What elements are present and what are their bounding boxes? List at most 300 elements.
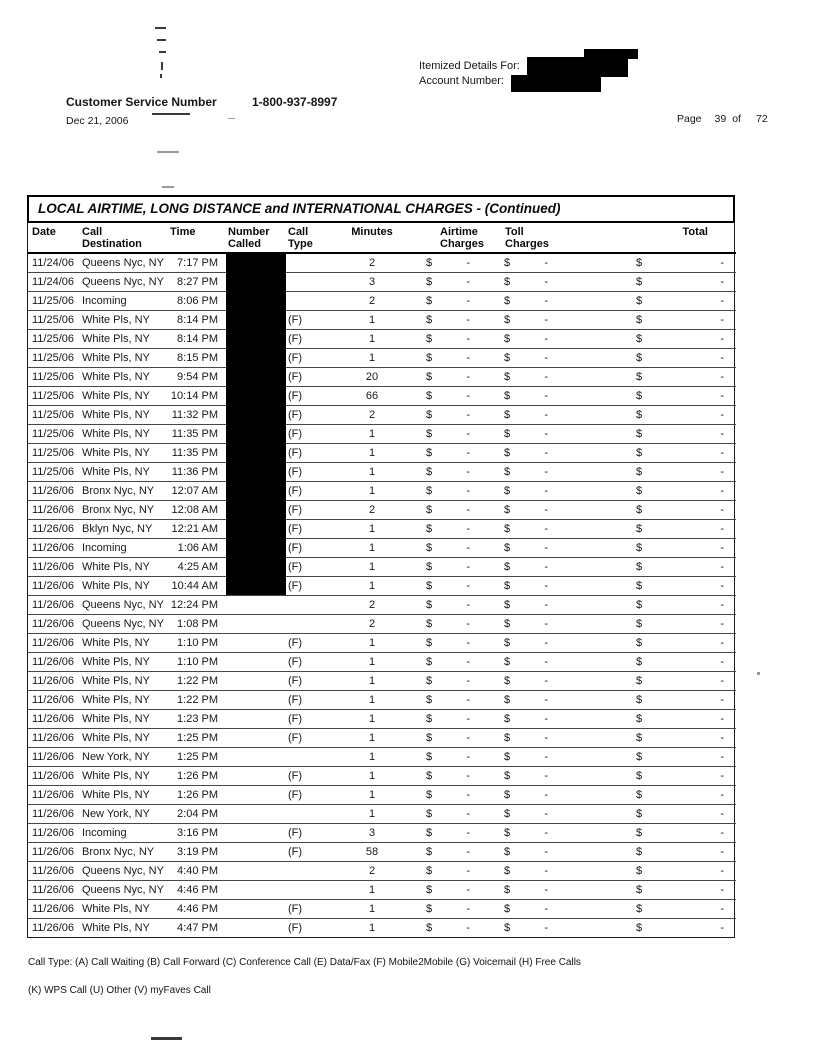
total-amount: - <box>720 903 724 915</box>
airtime-amount: - <box>466 808 470 820</box>
airtime-charge-value <box>412 824 484 842</box>
cell-destination: White Pls, NY <box>78 900 170 919</box>
total-amount: - <box>720 485 724 497</box>
cell-total-charge <box>612 292 736 311</box>
cell-toll-charge <box>484 520 612 539</box>
toll-amount: - <box>544 618 548 630</box>
cell-call-type: (F) <box>286 710 332 729</box>
airtime-amount: - <box>466 371 470 383</box>
currency-symbol: $ <box>636 789 643 801</box>
cell-minutes: 3 <box>332 273 412 292</box>
total-amount: - <box>720 409 724 421</box>
cell-total-charge <box>612 634 736 653</box>
toll-charge-value <box>484 577 612 595</box>
total-charge-value <box>612 881 736 899</box>
call-rows <box>28 253 736 937</box>
cell-toll-charge <box>484 463 612 482</box>
currency-symbol: $ <box>426 884 433 896</box>
cell-minutes: 1 <box>332 691 412 710</box>
cell-minutes: 1 <box>332 463 412 482</box>
call-row <box>28 843 736 862</box>
toll-charge-value <box>484 444 612 462</box>
cell-airtime-charge <box>412 786 484 805</box>
total-charge-value <box>612 767 736 785</box>
airtime-amount: - <box>466 713 470 725</box>
cell-call-type: (F) <box>286 501 332 520</box>
airtime-amount: - <box>466 447 470 459</box>
cell-destination: Queens Nyc, NY <box>82 257 164 269</box>
itemized-details-label: Itemized Details For: <box>419 60 520 72</box>
total-charge-value <box>612 330 736 348</box>
cell-destination: White Pls, NY <box>78 444 170 463</box>
cell-toll-charge <box>484 273 612 292</box>
cell-total-charge <box>612 596 736 615</box>
currency-symbol: $ <box>426 865 433 877</box>
cell-number-called <box>226 919 286 938</box>
total-amount: - <box>720 276 724 288</box>
airtime-charge-value <box>412 425 484 443</box>
call-row <box>28 425 736 444</box>
cell-time: 10:44 AM <box>170 577 226 596</box>
airtime-charge-value <box>412 520 484 538</box>
cell-total-charge <box>612 919 736 938</box>
total-amount: - <box>720 770 724 782</box>
total-charge-value <box>612 368 736 386</box>
cell-time: 12:08 AM <box>170 501 226 520</box>
cell-total-charge <box>612 311 736 330</box>
cell-toll-charge <box>484 292 612 311</box>
call-row <box>28 368 736 387</box>
cell-minutes: 1 <box>332 729 412 748</box>
currency-symbol: $ <box>636 618 643 630</box>
cell-airtime-charge <box>412 501 484 520</box>
call-row <box>28 463 736 482</box>
cell-toll-charge <box>484 482 612 501</box>
currency-symbol: $ <box>504 447 511 459</box>
cell-destination: Bronx Nyc, NY <box>78 501 170 520</box>
cell-destination: White Pls, NY <box>78 672 170 691</box>
cell-total-charge <box>612 900 736 919</box>
toll-charge-value <box>484 767 612 785</box>
toll-amount: - <box>544 694 548 706</box>
col-header-minutes: Minutes <box>332 223 412 253</box>
currency-symbol: $ <box>504 922 511 934</box>
airtime-amount: - <box>466 656 470 668</box>
charges-table-section <box>27 195 735 938</box>
cell-toll-charge <box>484 900 612 919</box>
call-row <box>28 900 736 919</box>
currency-symbol: $ <box>636 352 643 364</box>
airtime-amount: - <box>466 580 470 592</box>
currency-symbol: $ <box>426 333 433 345</box>
cell-number-called <box>226 881 286 900</box>
currency-symbol: $ <box>504 314 511 326</box>
total-charge-value <box>612 805 736 823</box>
cell-airtime-charge <box>412 634 484 653</box>
cell-airtime-charge <box>412 520 484 539</box>
cell-total-charge <box>612 558 736 577</box>
currency-symbol: $ <box>504 257 511 269</box>
cell-airtime-charge <box>412 558 484 577</box>
airtime-amount: - <box>466 922 470 934</box>
toll-amount: - <box>544 352 548 364</box>
cell-call-type: (F) <box>286 558 332 577</box>
cell-minutes: 1 <box>332 881 412 900</box>
currency-symbol: $ <box>636 580 643 592</box>
airtime-charge-value <box>412 653 484 671</box>
cell-airtime-charge <box>412 368 484 387</box>
scan-artifact <box>228 118 235 119</box>
airtime-charge-value <box>412 843 484 861</box>
toll-charge-value <box>484 330 612 348</box>
col-header-toll-charges: Toll Charges <box>484 223 612 253</box>
total-charge-value <box>612 349 736 367</box>
cell-number-called <box>226 748 286 767</box>
currency-symbol: $ <box>636 371 643 383</box>
currency-symbol: $ <box>504 580 511 592</box>
col-header-time: Time <box>170 223 226 253</box>
call-row <box>28 577 736 596</box>
cell-airtime-charge <box>412 653 484 672</box>
call-row <box>28 349 736 368</box>
cell-call-type: (F) <box>286 482 332 501</box>
cell-date: 11/26/06 <box>28 805 78 824</box>
cell-call-type: (F) <box>286 349 332 368</box>
call-row <box>28 292 736 311</box>
toll-amount: - <box>544 447 548 459</box>
currency-symbol: $ <box>636 770 643 782</box>
currency-symbol: $ <box>504 789 511 801</box>
airtime-charge-value <box>412 729 484 747</box>
airtime-charge-value <box>412 254 484 272</box>
cell-destination: White Pls, NY <box>78 634 170 653</box>
toll-charge-value <box>484 482 612 500</box>
call-type-legend: Call Type: (A) Call Waiting (B) Call Forward (C) Conference Call (E) Data/Fax (F) Mobile2Mobile (G) Voicemail (H) Free Calls <box>28 957 581 968</box>
toll-charge-value <box>484 406 612 424</box>
cell-date: 11/26/06 <box>28 824 78 843</box>
currency-symbol: $ <box>636 637 643 649</box>
airtime-charge-value <box>412 330 484 348</box>
cell-destination: White Pls, NY <box>78 767 170 786</box>
call-row <box>28 520 736 539</box>
cell-date: 11/26/06 <box>28 862 78 881</box>
cell-total-charge <box>612 501 736 520</box>
cell-time: 11:36 PM <box>170 463 226 482</box>
cell-time: 4:40 PM <box>170 862 226 881</box>
cell-toll-charge <box>484 311 612 330</box>
cell-toll-charge <box>484 919 612 938</box>
col-header-destination: Call Destination <box>78 223 170 253</box>
currency-symbol: $ <box>636 276 643 288</box>
cell-call-type: (F) <box>286 520 332 539</box>
cell-time: 8:15 PM <box>170 349 226 368</box>
total-charge-value <box>612 406 736 424</box>
cell-time: 1:25 PM <box>170 748 226 767</box>
cell-toll-charge <box>484 501 612 520</box>
total-charge-value <box>612 501 736 519</box>
redacted-number-cell <box>226 349 286 368</box>
currency-symbol: $ <box>426 827 433 839</box>
total-charge-value <box>612 729 736 747</box>
cell-destination: White Pls, NY <box>78 406 170 425</box>
cell-toll-charge <box>484 672 612 691</box>
currency-symbol: $ <box>636 827 643 839</box>
airtime-charge-value <box>412 805 484 823</box>
total-amount: - <box>720 257 724 269</box>
cell-date: 11/26/06 <box>28 520 78 539</box>
cell-date: 11/26/06 <box>28 748 78 767</box>
cell-time: 4:47 PM <box>170 919 226 938</box>
scan-artifact <box>161 62 163 70</box>
toll-charge-value <box>484 425 612 443</box>
cell-toll-charge <box>484 596 612 615</box>
redacted-number-cell <box>226 425 286 444</box>
cell-call-type: (F) <box>286 767 332 786</box>
cell-number-called <box>226 729 286 748</box>
cell-airtime-charge <box>412 824 484 843</box>
call-row <box>28 881 736 900</box>
toll-amount: - <box>544 599 548 611</box>
airtime-charge-value <box>412 463 484 481</box>
cell-airtime-charge <box>412 615 484 634</box>
total-charge-value <box>612 311 736 329</box>
col-header-total: Total <box>612 223 736 253</box>
page-indicator <box>677 113 768 125</box>
cell-airtime-charge <box>412 463 484 482</box>
currency-symbol: $ <box>504 599 511 611</box>
total-amount: - <box>720 751 724 763</box>
currency-symbol: $ <box>504 409 511 421</box>
cell-number-called <box>226 767 286 786</box>
airtime-amount: - <box>466 523 470 535</box>
call-row <box>28 691 736 710</box>
toll-charge-value <box>484 691 612 709</box>
cell-toll-charge <box>484 444 612 463</box>
currency-symbol: $ <box>504 770 511 782</box>
cell-call-type <box>286 615 332 634</box>
cell-toll-charge <box>484 558 612 577</box>
total-amount: - <box>720 694 724 706</box>
cell-date: 11/26/06 <box>28 539 78 558</box>
cell-number-called <box>226 843 286 862</box>
cell-destination: Bronx Nyc, NY <box>78 843 170 862</box>
airtime-amount: - <box>466 789 470 801</box>
toll-amount: - <box>544 732 548 744</box>
cell-minutes: 2 <box>332 292 412 311</box>
airtime-amount: - <box>466 257 470 269</box>
toll-charge-value <box>484 843 612 861</box>
call-row <box>28 482 736 501</box>
cell-time: 10:14 PM <box>170 387 226 406</box>
total-charge-value <box>612 558 736 576</box>
toll-amount: - <box>544 428 548 440</box>
currency-symbol: $ <box>426 751 433 763</box>
cell-date: 11/26/06 <box>28 482 78 501</box>
cell-call-type: (F) <box>286 919 332 938</box>
cell-total-charge <box>612 349 736 368</box>
airtime-amount: - <box>466 276 470 288</box>
cell-date: 11/26/06 <box>28 710 78 729</box>
cell-total-charge <box>612 273 736 292</box>
total-amount: - <box>720 561 724 573</box>
currency-symbol: $ <box>636 257 643 269</box>
currency-symbol: $ <box>504 884 511 896</box>
currency-symbol: $ <box>426 257 433 269</box>
cell-airtime-charge <box>412 729 484 748</box>
toll-amount: - <box>544 713 548 725</box>
cell-time: 11:32 PM <box>170 406 226 425</box>
cell-airtime-charge <box>412 273 484 292</box>
charges-table <box>28 223 736 937</box>
currency-symbol: $ <box>504 637 511 649</box>
cell-total-charge <box>612 843 736 862</box>
charges-table-frame <box>27 223 735 938</box>
currency-symbol: $ <box>504 846 511 858</box>
airtime-amount: - <box>466 504 470 516</box>
toll-charge-value <box>484 501 612 519</box>
toll-charge-value <box>484 786 612 804</box>
cell-airtime-charge <box>412 577 484 596</box>
airtime-charge-value <box>412 311 484 329</box>
airtime-amount: - <box>466 561 470 573</box>
cell-date: 11/25/06 <box>28 463 78 482</box>
cell-destination: White Pls, NY <box>78 330 170 349</box>
cell-date: 11/25/06 <box>28 349 78 368</box>
cell-time: 4:46 PM <box>170 881 226 900</box>
total-amount: - <box>720 523 724 535</box>
cell-destination: White Pls, NY <box>78 558 170 577</box>
total-amount: - <box>720 656 724 668</box>
currency-symbol: $ <box>504 808 511 820</box>
total-amount: - <box>720 827 724 839</box>
cell-minutes: 1 <box>332 444 412 463</box>
cell-date: 11/25/06 <box>28 330 78 349</box>
cell-date: 11/25/06 <box>28 368 78 387</box>
cell-time: 12:07 AM <box>170 482 226 501</box>
cell-destination: Queens Nyc, NY <box>78 881 170 900</box>
toll-charge-value <box>484 862 612 880</box>
cell-airtime-charge <box>412 881 484 900</box>
toll-charge-value <box>484 634 612 652</box>
cell-airtime-charge <box>412 672 484 691</box>
cell-minutes: 1 <box>332 653 412 672</box>
cell-time: 1:26 PM <box>170 767 226 786</box>
cell-date: 11/26/06 <box>28 900 78 919</box>
airtime-amount: - <box>466 542 470 554</box>
call-row <box>28 786 736 805</box>
airtime-amount: - <box>466 599 470 611</box>
cell-minutes: 1 <box>332 748 412 767</box>
cell-destination: White Pls, NY <box>78 919 170 938</box>
cell-total-charge <box>612 786 736 805</box>
cell-date: 11/26/06 <box>28 843 78 862</box>
currency-symbol: $ <box>636 865 643 877</box>
toll-charge-value <box>484 805 612 823</box>
total-charge-value <box>612 748 736 766</box>
currency-symbol: $ <box>426 903 433 915</box>
toll-charge-value <box>484 254 612 272</box>
toll-amount: - <box>544 333 548 345</box>
currency-symbol: $ <box>426 428 433 440</box>
currency-symbol: $ <box>504 865 511 877</box>
airtime-charge-value <box>412 406 484 424</box>
toll-amount: - <box>544 675 548 687</box>
toll-charge-value <box>484 672 612 690</box>
currency-symbol: $ <box>426 713 433 725</box>
cell-call-type: (F) <box>286 539 332 558</box>
cell-destination: White Pls, NY <box>78 368 170 387</box>
cell-airtime-charge <box>412 292 484 311</box>
cell-call-type: (F) <box>286 729 332 748</box>
cell-total-charge <box>612 805 736 824</box>
currency-symbol: $ <box>426 390 433 402</box>
toll-amount: - <box>544 523 548 535</box>
total-amount: - <box>720 333 724 345</box>
table-title: LOCAL AIRTIME, LONG DISTANCE and INTERNATIONAL CHARGES - (Continued) <box>27 195 735 223</box>
currency-symbol: $ <box>636 390 643 402</box>
toll-amount: - <box>544 314 548 326</box>
currency-symbol: $ <box>426 295 433 307</box>
airtime-charge-value <box>412 558 484 576</box>
airtime-charge-value <box>412 368 484 386</box>
cell-date: 11/26/06 <box>28 596 78 615</box>
total-charge-value <box>612 710 736 728</box>
call-row <box>28 406 736 425</box>
cell-airtime-charge <box>412 330 484 349</box>
cell-time: 9:54 PM <box>170 368 226 387</box>
currency-symbol: $ <box>504 694 511 706</box>
toll-charge-value <box>484 311 612 329</box>
cell-minutes: 1 <box>332 900 412 919</box>
total-charge-value <box>612 615 736 633</box>
cell-call-type: (F) <box>286 425 332 444</box>
cell-minutes: 1 <box>332 311 412 330</box>
statement-date: Dec 21, 2006 <box>66 115 129 127</box>
col-header-airtime-charges: Airtime Charges <box>412 223 484 253</box>
airtime-amount: - <box>466 846 470 858</box>
cell-call-type: (F) <box>286 330 332 349</box>
airtime-charge-value <box>412 444 484 462</box>
cell-call-type: (F) <box>286 634 332 653</box>
cell-number-called <box>226 900 286 919</box>
cell-destination: Queens Nyc, NY <box>78 273 170 292</box>
scan-artifact <box>155 27 166 29</box>
cell-destination: Incoming <box>78 539 170 558</box>
call-row <box>28 767 736 786</box>
call-row <box>28 805 736 824</box>
cell-airtime-charge <box>412 349 484 368</box>
total-charge-value <box>612 824 736 842</box>
cell-call-type: (F) <box>286 900 332 919</box>
scan-artifact <box>152 113 190 115</box>
cell-date: 11/26/06 <box>28 634 78 653</box>
cell-date: 11/24/06 <box>32 257 75 269</box>
redacted-number-cell <box>226 253 286 273</box>
call-row <box>28 653 736 672</box>
airtime-charge-value <box>412 900 484 918</box>
total-charge-value <box>612 539 736 557</box>
currency-symbol: $ <box>426 580 433 592</box>
toll-charge-value <box>484 387 612 405</box>
cell-destination: White Pls, NY <box>78 710 170 729</box>
cell-total-charge <box>612 368 736 387</box>
currency-symbol: $ <box>636 675 643 687</box>
currency-symbol: $ <box>636 447 643 459</box>
cell-toll-charge <box>484 767 612 786</box>
currency-symbol: $ <box>426 808 433 820</box>
cell-number-called <box>226 710 286 729</box>
cell-call-type <box>286 273 332 292</box>
